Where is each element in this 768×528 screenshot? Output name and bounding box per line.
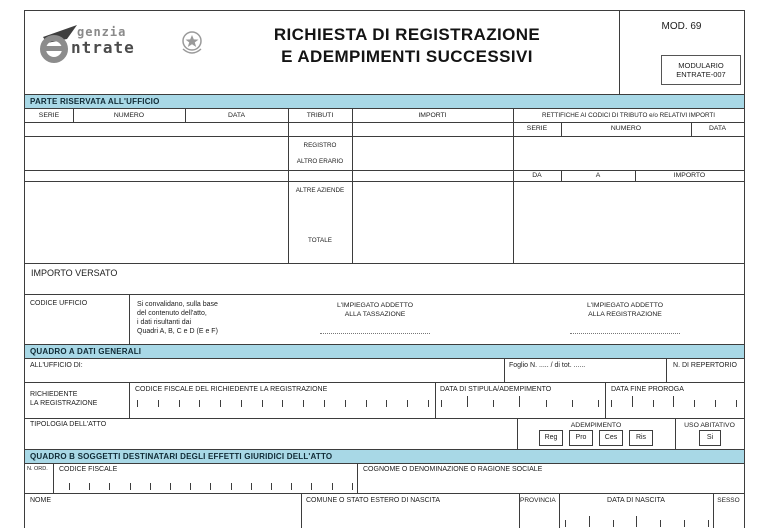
label-richiedente-line2: LA REGISTRAZIONE (30, 400, 98, 407)
form-title-line2: E ADEMPIMENTI SUCCESSIVI (281, 47, 533, 66)
comb-tick (572, 400, 573, 407)
comb-tick (589, 516, 590, 527)
col-rettifiche: RETTIFICHE AI CODICI DI TRIBUTO e/o RELATIVI IMPORTI (541, 112, 716, 119)
convalida-text-line1: Si convalidano, sulla base (137, 301, 218, 308)
data-proroga-comb[interactable] (611, 396, 737, 407)
grid-line (605, 382, 606, 418)
label-data-stipula: DATA DI STIPULA/ADEMPIMENTO (440, 386, 552, 393)
label-sesso: SESSO (717, 497, 740, 504)
grid-line (504, 358, 505, 382)
comb-tick (137, 400, 138, 407)
grid-line (25, 493, 744, 494)
label-tipologia-atto: TIPOLOGIA DELL'ATTO (30, 421, 107, 428)
comb-tick (109, 483, 110, 490)
tassazione-signature-line[interactable] (320, 333, 430, 334)
modulario-line2: ENTRATE-007 (676, 70, 726, 79)
convalida-text-line4: Quadri A, B, C e D (E e F) (137, 328, 218, 335)
label-altre-aziende: ALTRE AZIENDE (295, 187, 345, 194)
comb-tick (736, 400, 737, 407)
label-foglio: Foglio N. ..... / di tot. ...... (509, 362, 586, 369)
col-rettifiche-serie: SERIE (526, 125, 548, 132)
comb-tick (428, 400, 429, 407)
comb-tick (271, 483, 272, 490)
comb-tick (636, 516, 637, 527)
label-cf-richiedente: CODICE FISCALE DEL RICHIEDENTE LA REGISTRAZIONE (135, 386, 328, 393)
comb-tick (673, 396, 674, 407)
comb-tick (345, 400, 346, 407)
comb-tick (611, 400, 612, 407)
grid-line (352, 108, 353, 263)
comb-tick (324, 400, 325, 407)
checkbox-adempimento-pro[interactable]: Pro (569, 430, 593, 446)
comb-tick (565, 520, 566, 527)
col-numero: NUMERO (113, 112, 145, 119)
comb-tick (366, 400, 367, 407)
checkbox-adempimento-ces[interactable]: Ces (599, 430, 623, 446)
importo-versato-field[interactable] (25, 263, 744, 294)
label-n-ord: N. ORD. (27, 466, 48, 472)
section-band-parte-riservata (25, 94, 744, 109)
comb-tick (386, 400, 387, 407)
grid-line (25, 181, 744, 182)
label-nome: NOME (30, 497, 51, 504)
qb-cf-comb[interactable] (69, 479, 353, 490)
grid-line (435, 382, 436, 418)
comune-nascita-field[interactable] (301, 506, 519, 528)
comb-tick (282, 400, 283, 407)
comb-tick (89, 483, 90, 490)
col-serie: SERIE (38, 112, 60, 119)
label-all-ufficio-di: ALL'UFFICIO DI: (30, 362, 83, 369)
label-totale: TOTALE (308, 237, 332, 244)
label-n-repertorio: N. DI REPERTORIO (673, 362, 737, 369)
grid-line (25, 136, 744, 137)
label-data-proroga: DATA FINE PROROGA (611, 386, 684, 393)
data-nascita-comb[interactable] (565, 516, 709, 527)
label-impiegato-registrazione-line2: ALLA REGISTRAZIONE (588, 311, 662, 318)
modulario-box (661, 55, 741, 85)
codice-ufficio-field[interactable] (25, 311, 129, 344)
checkbox-uso-abitativo-si[interactable]: Si (699, 430, 721, 446)
comb-tick (220, 400, 221, 407)
comb-tick (632, 396, 633, 407)
col-tributi: TRIBUTI (306, 112, 334, 119)
registrazione-signature-line[interactable] (570, 333, 680, 334)
label-importo-versato: IMPORTO VERSATO (31, 268, 118, 278)
comb-tick (708, 520, 709, 527)
tipologia-atto-field[interactable] (25, 431, 517, 449)
section-band-quadro-a (25, 344, 744, 359)
label-cognome-denominazione: COGNOME O DENOMINAZIONE O RAGIONE SOCIALE (363, 466, 543, 473)
col-da: DA (532, 172, 542, 179)
n-repertorio-field[interactable] (666, 369, 744, 382)
comb-tick (130, 483, 131, 490)
comb-tick (441, 400, 442, 407)
comb-tick (199, 400, 200, 407)
sesso-field[interactable] (713, 506, 744, 528)
comb-tick (210, 483, 211, 490)
comb-tick (170, 483, 171, 490)
col-rettifiche-data: DATA (708, 125, 727, 132)
convalida-text-line2: del contenuto dell'atto, (137, 310, 207, 317)
grid-line (53, 463, 54, 493)
comb-tick (332, 483, 333, 490)
comb-tick (519, 396, 520, 407)
label-registro: REGISTRO (303, 142, 337, 149)
grid-line (25, 122, 744, 123)
comb-tick (251, 483, 252, 490)
label-richiedente-line1: RICHIEDENTE (30, 391, 78, 398)
grid-line (25, 294, 744, 295)
all-ufficio-di-field[interactable] (85, 358, 504, 382)
mod-number: MOD. 69 (661, 21, 702, 32)
comb-tick (684, 520, 685, 527)
col-a: A (595, 172, 601, 179)
grid-line (129, 294, 130, 344)
label-comune-nascita: COMUNE O STATO ESTERO DI NASCITA (306, 497, 441, 504)
section-title-quadro-b: QUADRO B SOGGETTI DESTINATARI DEGLI EFFETTI GIURIDICI DELL'ATTO (30, 452, 333, 461)
comb-tick (291, 483, 292, 490)
checkbox-adempimento-ris[interactable]: Ris (629, 430, 653, 446)
grid-line (25, 382, 744, 383)
label-impiegato-tassazione-line2: ALLA TASSAZIONE (344, 311, 406, 318)
comb-tick (407, 400, 408, 407)
comb-tick (467, 396, 468, 407)
logo-text-entrate: ntrate (71, 38, 135, 57)
comb-tick (493, 400, 494, 407)
label-altro-erario: ALTRO ERARIO (296, 158, 344, 165)
convalida-text-line3: i dati risultanti dai (137, 319, 192, 326)
comb-tick (311, 483, 312, 490)
comb-tick (158, 400, 159, 407)
label-provincia: PROVINCIA (520, 497, 556, 504)
comb-tick (694, 400, 695, 407)
comb-tick (598, 400, 599, 407)
comb-tick (231, 483, 232, 490)
comb-tick (241, 400, 242, 407)
comb-tick (352, 483, 353, 490)
section-title-quadro-a: QUADRO A DATI GENERALI (30, 347, 142, 356)
comb-tick (303, 400, 304, 407)
comb-tick (150, 483, 151, 490)
agenzia-entrate-logo (37, 19, 217, 79)
section-band-quadro-b (25, 449, 744, 464)
comb-tick (69, 483, 70, 490)
label-uso-abitativo: USO ABITATIVO (684, 422, 735, 429)
comb-tick (715, 400, 716, 407)
section-title-parte-riservata: PARTE RISERVATA ALL'UFFICIO (30, 97, 160, 106)
label-impiegato-registrazione-line1: L'IMPIEGATO ADDETTO (586, 302, 664, 309)
grid-line (25, 170, 744, 171)
comb-tick (546, 400, 547, 407)
nome-field[interactable] (25, 506, 301, 528)
comb-tick (660, 520, 661, 527)
label-data-nascita: DATA DI NASCITA (607, 497, 665, 504)
col-rettifiche-numero: NUMERO (610, 125, 642, 132)
comb-tick (179, 400, 180, 407)
form-title-line1: RICHIESTA DI REGISTRAZIONE (273, 25, 541, 44)
logo-text-agenzia: genzia (77, 25, 127, 39)
cognome-field[interactable] (357, 475, 744, 493)
col-importo: IMPORTO (673, 172, 706, 179)
label-codice-ufficio: CODICE UFFICIO (30, 300, 88, 307)
label-qb-codice-fiscale: CODICE FISCALE (59, 466, 118, 473)
modulario-line1: MODULARIO (678, 61, 724, 70)
grid-line (129, 382, 130, 418)
data-stipula-comb[interactable] (441, 396, 599, 407)
comb-tick (653, 400, 654, 407)
cf-richiedente-comb[interactable] (137, 396, 429, 407)
comb-tick (613, 520, 614, 527)
provincia-field[interactable] (519, 506, 559, 528)
label-impiegato-tassazione-line1: L'IMPIEGATO ADDETTO (336, 302, 414, 309)
checkbox-adempimento-reg[interactable]: Reg (539, 430, 563, 446)
comb-tick (262, 400, 263, 407)
col-data: DATA (227, 112, 246, 119)
col-importi: IMPORTI (418, 112, 447, 119)
comb-tick (190, 483, 191, 490)
mod69-form (24, 10, 745, 528)
grid-line (25, 418, 744, 419)
label-adempimento: ADEMPIMENTO (570, 422, 622, 429)
